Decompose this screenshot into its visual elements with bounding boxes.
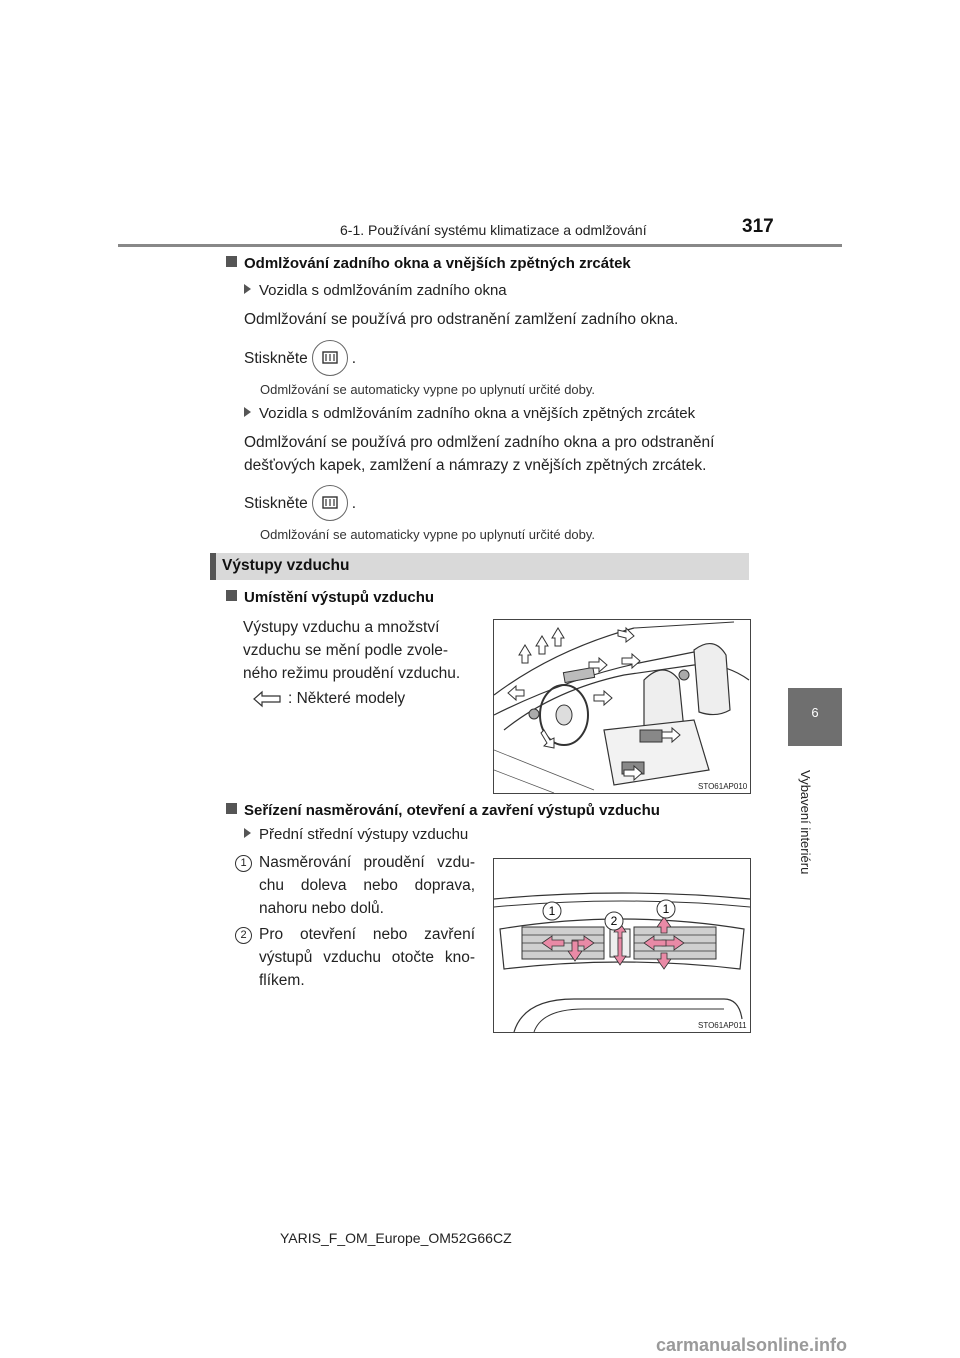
- footer-doc-id: YARIS_F_OM_Europe_OM52G66CZ: [280, 1230, 512, 1246]
- rear-defog-heading-text: Odmlžování zadního okna a vnějších zpětných zrcátek: [244, 255, 631, 272]
- front-center-vents-title: [244, 826, 468, 843]
- vents-adjust-heading: [226, 802, 660, 819]
- rear-defog-heading: [226, 255, 631, 272]
- callout-2: 2: [610, 914, 618, 928]
- callout-3: 1: [662, 902, 670, 916]
- variant1-press: [244, 340, 356, 376]
- section-title: Výstupy vzduchu: [222, 557, 350, 574]
- square-bullet-icon: [226, 590, 237, 601]
- press-end: .: [351, 349, 357, 367]
- location-text-2: vzduchu se mění podle zvole-: [243, 642, 449, 659]
- variant2-title: [244, 405, 695, 422]
- triangle-bullet-icon: [244, 828, 251, 838]
- item2-line3: flíkem.: [259, 972, 305, 989]
- variant2-text-1: Odmlžování se používá pro odmlžení zadního okna a pro odstranění: [244, 434, 715, 451]
- watermark: carmanualsonline.info: [656, 1335, 848, 1355]
- front-center-vents-title-text: Přední střední výstupy vzduchu: [259, 826, 469, 843]
- variant2-title-text: Vozidla s odmlžováním zadního okna a vnějších zpětných zrcátek: [259, 405, 696, 422]
- item-number: 1: [235, 855, 252, 872]
- item2-line2: výstupů vzduchu otočte kno-: [259, 949, 475, 966]
- variant1-title: [244, 282, 507, 299]
- press-label: Stiskněte: [244, 349, 308, 367]
- figure-code: STO61AP010: [698, 782, 748, 791]
- legend-text: : Některé modely: [288, 690, 406, 707]
- figure-code: STO61AP011: [698, 1021, 747, 1030]
- square-bullet-icon: [226, 256, 237, 267]
- page-number: 317: [742, 216, 774, 237]
- item1-line1: Nasměrování proudění vzdu-: [259, 854, 475, 871]
- item1-line2: chu doleva nebo doprava,: [259, 877, 475, 894]
- item1-line3: nahoru nebo dolů.: [259, 900, 384, 917]
- press-label: Stiskněte: [244, 494, 308, 512]
- vents-location-heading: [226, 589, 434, 606]
- location-text-3: ného režimu proudění vzduchu.: [243, 665, 461, 682]
- variant1-text: Odmlžování se používá pro odstranění zamlžení zadního okna.: [244, 311, 679, 328]
- variant2-text-2: dešťových kapek, zamlžení a námrazy z vnějších zpětných zrcátek.: [244, 457, 707, 474]
- vents-adjust-heading-text: Seřízení nasměrování, otevření a zavření výstupů vzduchu: [244, 802, 660, 819]
- rear-defogger-button-icon: [312, 340, 348, 376]
- center-vents-figure: [493, 858, 751, 1033]
- variant2-note: Odmlžování se automaticky vypne po uplynutí určité doby.: [260, 527, 596, 542]
- rear-defogger-button-icon: [312, 485, 348, 521]
- callout-1: 1: [548, 904, 556, 918]
- item-2-marker: [235, 925, 252, 944]
- variant2-press: [244, 485, 356, 521]
- variant1-note: Odmlžování se automaticky vypne po uplynutí určité doby.: [260, 382, 596, 397]
- item2-line1: Pro otevření nebo zavření: [259, 926, 475, 943]
- press-end: .: [351, 494, 357, 512]
- side-tab-label: Vybavení interiéru: [798, 770, 813, 875]
- cabin-vents-figure: [493, 619, 751, 794]
- vents-location-heading-text: Umístění výstupů vzduchu: [244, 589, 435, 606]
- square-bullet-icon: [226, 803, 237, 814]
- item-number: 2: [235, 927, 252, 944]
- header-rule: [118, 244, 842, 247]
- triangle-bullet-icon: [244, 407, 251, 417]
- chapter-title: 6-1. Používání systému klimatizace a odmlžování: [340, 222, 647, 238]
- legend: [252, 686, 405, 711]
- side-tab-number: 6: [811, 705, 819, 720]
- variant1-title-text: Vozidla s odmlžováním zadního okna: [259, 282, 507, 299]
- item-1-marker: [235, 853, 252, 872]
- location-text-1: Výstupy vzduchu a množství: [243, 619, 440, 636]
- triangle-bullet-icon: [244, 284, 251, 294]
- outline-arrow-icon: [252, 690, 282, 708]
